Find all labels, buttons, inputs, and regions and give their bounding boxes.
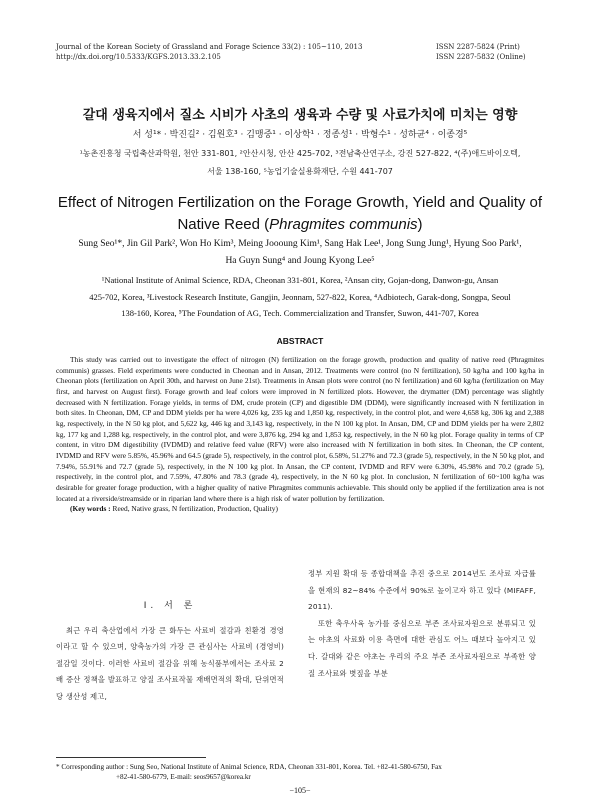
english-title: [40, 192, 560, 236]
english-authors: [40, 236, 560, 270]
footnote-line: +82-41-580-6779, E-mail: seos9657@korea.kr: [116, 773, 251, 781]
keywords-label: (Key words :: [70, 504, 111, 514]
intro-paragraph: 또한 축우사육 농가를 중심으로 부존 조사료자원으로 분류되고 있는 야초의 사료화 이용 측면에 대한 관심도 어느 때보다 높아지고 있다. 갈대와 같은 야초는 우리의 주요 부존 조사료자원으로 부족한 양질 조사료와 볏짚을 부분: [308, 618, 536, 678]
english-authors-line: Ha Guyn Sung⁴ and Joung Kyong Lee⁵: [225, 256, 375, 266]
english-affiliation-line: ¹National Institute of Animal Science, RDA, Cheonan 331-801, Korea, ²Ansan city, Gojan-dong, Danwon-gu, Ansan: [101, 275, 499, 285]
english-affiliation-line: 425-702, Korea, ³Livestock Research Institute, Gangjin, Jeonnam, 527-822, Korea, ⁴Adbiotech, Garak-dong, Songpa, Seoul: [89, 291, 511, 302]
korean-affiliation-line: 서울 138-160, ⁵농업기술실용화재단, 수원 441-707: [207, 167, 393, 176]
english-title-line: [40, 214, 560, 236]
intro-paragraph: 최근 우리 축산업에서 가장 큰 화두는 사료비 절감과 친환경 경영이라고 할 수 있으며, 양축농가의 가장 큰 관심사는 사료비 (경영비) 절감일 것이다. 이러한 사료비 절감을 위해 농식품부에서는 조사료 2배 증산 정책을 발표하고 양질 조사료작물 재배면적의 확대, 단위면적당 생산성 제고,: [56, 625, 284, 701]
keywords: [56, 504, 544, 515]
english-authors-line: Sung Seo¹*, Jin Gil Park², Won Ho Kim³, Meing Joooung Kim¹, Sang Hak Lee¹, Jong Sung Jung¹, Hyung Soo Park¹,: [78, 239, 522, 249]
english-title-line: Effect of Nitrogen Fertilization on the Forage Growth, Yield and Quality of: [57, 194, 543, 211]
english-affiliations: [56, 272, 544, 322]
issn-print: ISSN 2287-5824 (Print): [436, 43, 520, 51]
footnote-divider: [56, 757, 206, 758]
footnote: [56, 762, 546, 782]
korean-authors: 서 성¹* · 박진길² · 김원호³ · 김맹중¹ · 이상학¹ · 정종성¹ · 박형수¹ · 성하균⁴ · 이종경⁵: [132, 130, 468, 140]
page-number: −105−: [289, 786, 311, 795]
abstract: [56, 355, 544, 515]
english-title-close: ): [417, 216, 423, 233]
keywords-list: Reed, Native grass, N fertilization, Production, Quality): [112, 504, 278, 514]
korean-affiliation-line: ¹농촌진흥청 국립축산과학원, 천안 331-801, ²안산시청, 안산 425-702, ³전남축산연구소, 강진 527-822, ⁴(주)애드바이오텍,: [79, 149, 521, 158]
journal-header: [56, 42, 362, 62]
korean-title: 갈대 생육지에서 질소 시비가 사초의 생육과 수량 및 사료가치에 미치는 영향: [82, 108, 518, 123]
english-title-tail: Native Reed (: [177, 216, 270, 233]
intro-right-column: [308, 566, 536, 682]
issn-online: ISSN 2287-5832 (Online): [436, 53, 526, 61]
journal-citation: Journal of the Korean Society of Grassland and Forage Science 33(2) : 105~110, 2013: [56, 43, 363, 51]
korean-affiliations: [56, 145, 544, 181]
footnote-line: * Corresponding author : Sung Seo, National Institute of Animal Science, RDA, Cheonan 331-801, Korea. Tel. +82-41-580-6750, Fax: [56, 763, 442, 771]
doi-link[interactable]: http://dx.doi.org/10.5333/KGFS.2013.33.2.105: [56, 53, 221, 61]
intro-left-column: [56, 598, 284, 706]
english-affiliation-line: 138-160, Korea, ⁵The Foundation of AG, Tech. Commercialization and Transfer, Suwon, 441-707, Korea: [121, 308, 479, 318]
intro-paragraph: 정부 지원 확대 등 종합대책을 추진 중으로 2014년도 조사료 자급률을 현재의 82~84% 수준에서 90%로 높이고자 하고 있다 (MIFAFF, 2011).: [308, 569, 536, 612]
abstract-body: This study was carried out to investigate the effect of nitrogen (N) fertilization on the forage growth, production and quality of native reed (Phragmites communis) grasses. Field experiments were conducted in Cheonan and in Ansan, 2012. Treatments were control (no N fertilization), 50 kg/ha and 100 kg/ha in Cheonan plots (fertilization on April 30th, and harvest on June 21st). Treatments in Ansan plots were control (no N fertilization) and 60 kg/ha (fertilization on May first, and harvest on August first). Forage growth and leaf colors were improved in N fertilized plots. However, the drymatter (DM) percentage was slightly decreased with N fertilization. Forage yields, in terms of DM, crude protein (CP) and digestible DM (DDM), were significantly increased with N fertilization in both sites. In Cheonan, DM, CP and DDM yields per ha were 4,026 kg, 235 kg and 1,850 kg, respectively, in the control plot, and were 4,658 kg, 306 kg and 2,388 kg, respectively, in the N 50 kg plot, and 5,622 kg, 446 kg and 3,143 kg, respectively, in the N 100 kg plot. In Ansan, DM, CP and DDM yields per ha were 2,802 kg, 177 kg and 1,288 kg, respectively, in the control plot, and were 3,876 kg, 294 kg and 1,853 kg, respectively, in the N 60 kg plot. Forage quality in terms of CP content, in vitro DM digestibility (IVDMD) and relative feed value (RFV) were also increased with N fertilization in both sites. In Cheonan, the CP content, IVDMD and RFV were 5.85%, 45.96% and 64.5 (grade 5), respectively, in the control plot, 6.58%, 51.27% and 72.3 (grade 5), respectively, in the N 50 kg plot, and 7.94%, 55.91% and 72.7 (grade 5), respectively, in the N 100 kg plot. In Ansan, the CP content, IVDMD and RFV were 6.30%, 45.98% and 70.2 (grade 5), respectively, in the control plot, and 7.59%, 47.80% and 78.3 (grade 4), respectively, in the N 60 kg plot. In conclusion, N fertilization of 60~100 kg/ha was desirable for greater forage production, with a higher quality of native Phragmites communis achievable. This should only be applied if the fertilization area is not located at a riverside/streamside or in riparian land where there is a high risk of water pollution by fertilization.: [56, 355, 544, 503]
section-heading: Ⅰ. 서 론: [143, 601, 197, 611]
species-name: Phragmites communis: [269, 216, 418, 233]
abstract-heading: ABSTRACT: [276, 336, 324, 346]
issn-block: [436, 42, 526, 62]
